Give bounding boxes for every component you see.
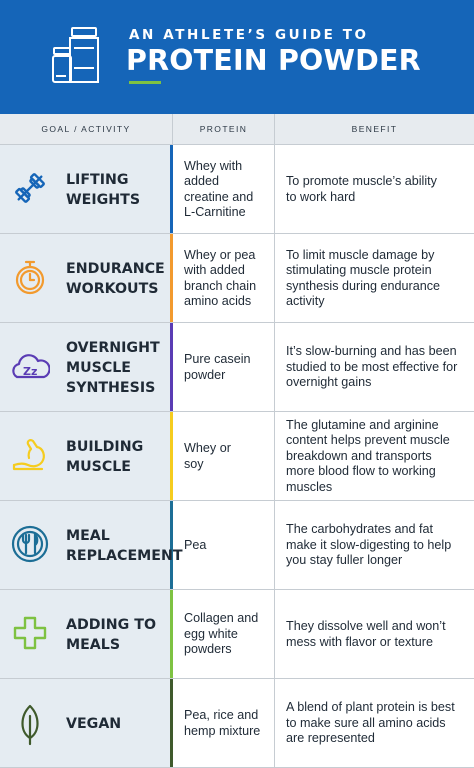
column-header-goal: GOAL / ACTIVITY (41, 124, 131, 134)
goal-label (66, 615, 156, 655)
goal-label-line: OVERNIGHT (66, 339, 160, 356)
benefit-line: make it slow-digesting to help (286, 537, 452, 552)
protein-line: Pure casein (184, 352, 251, 366)
svg-text:Zz: Zz (23, 364, 38, 378)
column-header-protein: PROTEIN (172, 114, 274, 145)
benefit-line: you stay fuller longer (286, 553, 403, 568)
column-divider (274, 145, 275, 233)
goal-label (66, 437, 143, 477)
sleep-cloud-icon (10, 346, 50, 390)
goal-label (66, 259, 165, 299)
protein-line: branch chain (184, 278, 257, 293)
column-divider (274, 679, 275, 767)
row-accent-bar (170, 679, 173, 767)
benefit-line: It’s slow-burning and has been (286, 344, 457, 359)
benefit-line: A blend of plant protein is best (286, 700, 455, 715)
row-accent-bar (170, 234, 173, 322)
protein-line: Pea (184, 537, 207, 552)
benefit-line: To limit muscle damage by (286, 247, 435, 262)
benefit-line: The carbohydrates and fat (286, 522, 434, 537)
protein-line: Whey or (184, 441, 231, 455)
protein-line: with added (184, 263, 245, 277)
protein-line: soy (184, 456, 204, 471)
protein-line: powder (184, 367, 226, 382)
column-divider (274, 590, 275, 678)
goal-label-line: WEIGHTS (66, 191, 141, 208)
row-accent-bar (170, 323, 173, 411)
benefit-cell (286, 700, 472, 747)
table-row (0, 412, 474, 501)
protein-line: hemp mixture (184, 723, 261, 738)
goal-label-line: ENDURANCE (66, 260, 165, 277)
benefit-line: To promote muscle’s ability (286, 174, 437, 188)
benefit-cell (286, 418, 472, 496)
row-accent-bar (170, 412, 173, 500)
stopwatch-icon (10, 257, 50, 301)
header-underline (129, 81, 161, 84)
column-header-benefit: BENEFIT (274, 114, 474, 145)
dumbbell-icon (10, 168, 50, 212)
table-row (0, 234, 474, 323)
column-divider (274, 323, 275, 411)
goal-label (66, 338, 160, 398)
benefit-line: more blood flow to working (286, 464, 436, 479)
protein-line: Collagen and (184, 611, 259, 626)
benefit-line: mess with flavor or texture (286, 634, 433, 649)
goal-label-line: MUSCLE (66, 458, 132, 475)
header-title: PROTEIN POWDER (126, 44, 421, 77)
goal-label-line: MUSCLE (66, 359, 132, 376)
benefit-line: are represented (286, 731, 375, 746)
column-divider (274, 412, 275, 500)
protein-line: Whey with (184, 158, 243, 173)
benefit-line: They dissolve well and won’t (286, 619, 446, 633)
row-accent-bar (170, 145, 173, 233)
protein-line: creatine and (184, 189, 254, 204)
flexed-arm-icon (10, 435, 50, 479)
column-divider (274, 501, 275, 589)
protein-line: egg white (184, 626, 238, 641)
goal-label (66, 714, 121, 734)
table-row (0, 501, 474, 590)
benefit-line: overnight gains (286, 375, 372, 390)
table-row (0, 679, 474, 768)
protein-line: powders (184, 642, 232, 657)
protein-cell (184, 248, 272, 310)
benefit-line: synthesis during endurance (286, 278, 441, 293)
goal-label-line: LIFTING (66, 171, 129, 188)
protein-jar-icon (50, 26, 112, 86)
table-row (0, 145, 474, 234)
protein-line: added (184, 174, 220, 188)
benefit-line: to make sure all amino acids (286, 715, 446, 730)
protein-line: amino acids (184, 294, 252, 308)
goal-label-line: WORKOUTS (66, 280, 159, 297)
protein-cell (184, 159, 272, 221)
plus-icon (10, 613, 50, 657)
leaf-icon (10, 702, 50, 746)
column-divider (274, 234, 275, 322)
goal-label-line: MEAL (66, 527, 110, 544)
goal-label-line: REPLACEMENT (66, 547, 183, 564)
benefit-cell (286, 174, 472, 205)
fork-plate-icon (10, 524, 50, 568)
benefit-line: stimulating muscle protein (286, 263, 432, 277)
benefit-line: activity (286, 294, 325, 308)
benefit-line: studied to be most effective for (286, 359, 458, 374)
benefit-cell (286, 344, 472, 391)
benefit-cell (286, 619, 472, 650)
benefit-line: to work hard (286, 189, 356, 204)
protein-line: L-Carnitine (184, 205, 246, 219)
table-row (0, 590, 474, 679)
benefit-line: content helps prevent muscle (286, 433, 450, 448)
goal-label-line: BUILDING (66, 438, 144, 455)
protein-cell (184, 708, 272, 739)
goal-label-line: SYNTHESIS (66, 379, 156, 396)
goal-label-line: VEGAN (66, 715, 122, 732)
protein-cell (184, 538, 272, 554)
goal-label-line: ADDING TO (66, 616, 157, 633)
protein-cell (184, 441, 272, 472)
benefit-cell (286, 248, 472, 310)
header-subtitle: AN ATHLETE’S GUIDE TO (129, 27, 369, 43)
header-banner (0, 0, 474, 114)
row-accent-bar (170, 590, 173, 678)
goal-label (66, 526, 183, 566)
benefit-cell (286, 522, 472, 569)
column-headers (0, 114, 474, 145)
protein-cell (184, 611, 272, 658)
benefit-line: The glutamine and arginine (286, 417, 439, 432)
protein-line: Pea, rice and (184, 708, 259, 722)
goal-label-line: MEALS (66, 636, 121, 653)
table-row (0, 323, 474, 412)
protein-line: Whey or pea (184, 247, 256, 262)
protein-cell (184, 352, 272, 383)
benefit-line: breakdown and transports (286, 448, 432, 463)
benefit-line: muscles (286, 479, 333, 494)
goal-label (66, 170, 140, 210)
